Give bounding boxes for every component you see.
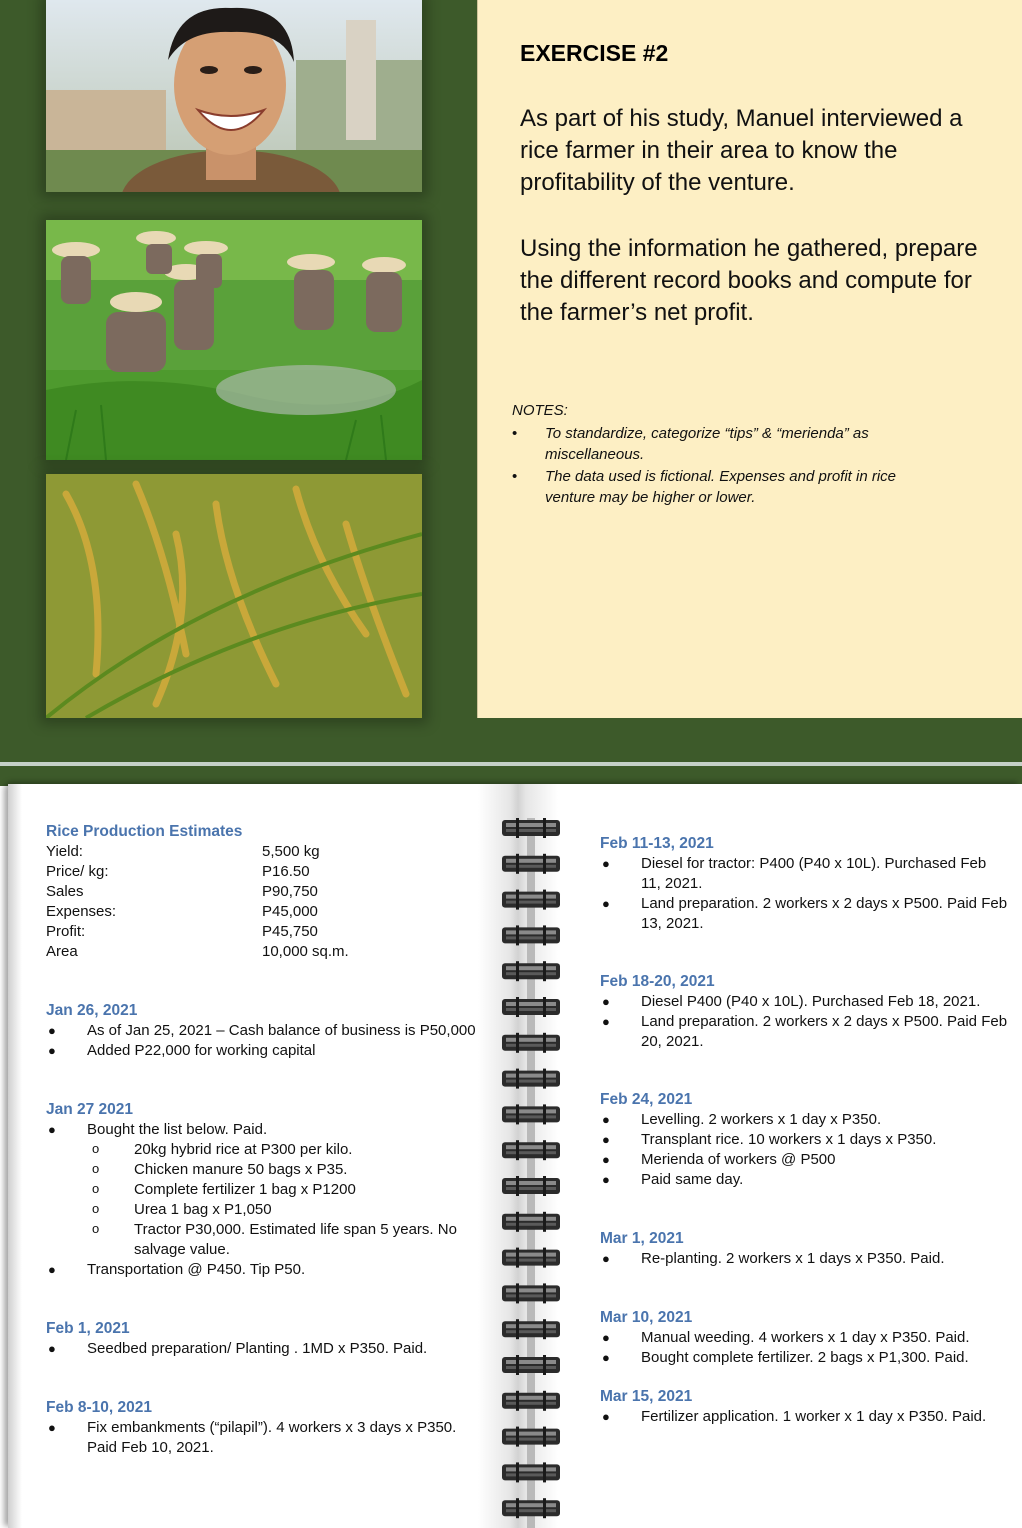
- list-item: ● Transportation @ P450. Tip P50.: [48, 1261, 306, 1278]
- bullet-icon: ●: [48, 1043, 56, 1058]
- entry-date: Jan 27 2021: [46, 1101, 134, 1118]
- bullet-icon: •: [512, 425, 518, 442]
- entry-mar-1: [600, 1229, 1010, 1269]
- list-item: ● As of Jan 25, 2021 – Cash balance of business is P50,000: [48, 1022, 476, 1039]
- notebook-right-column: [600, 834, 1010, 1427]
- list-item: ● Re-planting. 2 workers x 1 days x P350. Paid.: [602, 1250, 945, 1267]
- list-item: ● Levelling. 2 workers x 1 day x P350.: [602, 1111, 882, 1128]
- bullet-icon: ●: [602, 896, 610, 911]
- entry-jan-26: [46, 1001, 476, 1061]
- manuel-portrait-photo: [46, 0, 422, 192]
- list-item: ● Merienda of workers @ P500: [602, 1151, 836, 1168]
- note-item: • The data used is fictional. Expenses and profit in rice venture may be higher or lower.: [512, 468, 897, 506]
- bullet-icon: ●: [48, 1341, 56, 1356]
- list-item: ● Diesel P400 (P40 x 10L). Purchased Feb 18, 2021.: [602, 993, 981, 1010]
- entry-mar-15: [600, 1387, 1010, 1427]
- page-edge-shade: [8, 784, 22, 1528]
- exercise-paragraph-2: Using the information he gathered, prepare the different record books and compute for the farmer’s net profit.: [520, 235, 978, 326]
- exercise-panel: [477, 0, 1022, 718]
- estimate-row: Yield: 5,500 kg: [46, 843, 320, 860]
- entry-date: Feb 1, 2021: [46, 1320, 130, 1337]
- estimate-row: Price/ kg: P16.50: [46, 863, 310, 880]
- circle-bullet-icon: o: [92, 1201, 100, 1216]
- sub-list-item: o Urea 1 bag x P1,050: [92, 1201, 272, 1218]
- list-item: ● Added P22,000 for working capital: [48, 1042, 316, 1059]
- list-item: ● Bought the list below. Paid. o 20kg hybrid rice at P300 per kilo. o Chicken manure 50 bags x P35. o Complete fertilizer 1 bag x P1200 o Urea 1 bag x P1,050 o Tractor P30,000. Estimated life span 5 years. No salvage value.: [46, 1120, 476, 1260]
- spiral-binding-icon: [496, 818, 566, 1528]
- list-item: ● Paid same day.: [602, 1171, 744, 1188]
- estimates-title: Rice Production Estimates: [46, 823, 243, 840]
- list-item: ● Land preparation. 2 workers x 2 days x P500. Paid Feb 20, 2021.: [602, 1013, 1008, 1050]
- bullet-icon: ●: [48, 1262, 56, 1277]
- list-item: ● Fertilizer application. 1 worker x 1 day x P350. Paid.: [602, 1408, 987, 1425]
- bullet-icon: ●: [602, 1330, 610, 1345]
- exercise-title: EXERCISE #2: [520, 40, 669, 66]
- list-item: ● Manual weeding. 4 workers x 1 day x P350. Paid.: [602, 1329, 970, 1346]
- entry-date: Feb 8-10, 2021: [46, 1399, 152, 1416]
- bullet-icon: ●: [48, 1023, 56, 1038]
- entry-date: Mar 15, 2021: [600, 1388, 693, 1405]
- bullet-icon: ●: [602, 994, 610, 1009]
- entry-feb-8-10: [46, 1398, 476, 1458]
- exercise-paragraph-1: As part of his study, Manuel interviewed a rice farmer in their area to know the profitability of the venture.: [520, 105, 963, 196]
- bullet-icon: ●: [602, 1251, 610, 1266]
- note-item: • To standardize, categorize “tips” & “merienda” as miscellaneous.: [512, 425, 869, 463]
- notebook-page: [8, 784, 1022, 1528]
- list-item: ● Transplant rice. 10 workers x 1 days x P350.: [602, 1131, 937, 1148]
- bullet-icon: •: [512, 468, 518, 485]
- list-item: ● Bought complete fertilizer. 2 bags x P1,300. Paid.: [602, 1349, 969, 1366]
- bullet-icon: ●: [602, 1014, 610, 1029]
- entry-feb-18-20: [600, 972, 1010, 1052]
- bullet-icon: ●: [602, 856, 610, 871]
- bullet-icon: ●: [48, 1122, 56, 1137]
- entry-date: Feb 18-20, 2021: [600, 973, 715, 990]
- bullet-icon: ●: [602, 1132, 610, 1147]
- entry-jan-27: [46, 1100, 476, 1280]
- circle-bullet-icon: o: [92, 1181, 100, 1196]
- bullet-icon: ●: [48, 1420, 56, 1435]
- estimate-row: Expenses: P45,000: [46, 903, 318, 920]
- circle-bullet-icon: o: [92, 1161, 100, 1176]
- circle-bullet-icon: o: [92, 1221, 100, 1236]
- rice-grain-photo: [46, 474, 422, 718]
- list-item: ● Diesel for tractor: P400 (P40 x 10L). Purchased Feb 11, 2021.: [602, 855, 987, 892]
- entry-date: Feb 11-13, 2021: [600, 835, 714, 852]
- sub-list-item: o Complete fertilizer 1 bag x P1200: [92, 1181, 356, 1198]
- list-item: ● Land preparation. 2 workers x 2 days x P500. Paid Feb 13, 2021.: [602, 895, 1008, 932]
- bullet-icon: ●: [602, 1350, 610, 1365]
- entry-date: Jan 26, 2021: [46, 1002, 138, 1019]
- estimate-row: Sales P90,750: [46, 883, 318, 900]
- rice-planters-photo: [46, 220, 422, 460]
- list-item: ● Fix embankments (“pilapil”). 4 workers x 3 days x P350. Paid Feb 10, 2021.: [48, 1419, 457, 1456]
- estimate-row: Area 10,000 sq.m.: [46, 943, 349, 960]
- entry-date: Mar 1, 2021: [600, 1230, 684, 1247]
- entry-feb-1: [46, 1319, 476, 1359]
- estimates-table: [46, 842, 476, 962]
- entry-feb-24: [600, 1090, 1010, 1190]
- estimate-row: Profit: P45,750: [46, 923, 318, 940]
- entry-date: Feb 24, 2021: [600, 1091, 693, 1108]
- circle-bullet-icon: o: [92, 1141, 100, 1156]
- entry-mar-10: [600, 1308, 1010, 1368]
- notebook-left-column: [46, 822, 476, 1458]
- sub-list-item: o 20kg hybrid rice at P300 per kilo.: [92, 1141, 353, 1158]
- exercise-slide: [0, 0, 1022, 762]
- bullet-icon: ●: [602, 1152, 610, 1167]
- sub-list-item: o Tractor P30,000. Estimated life span 5 years. No salvage value.: [92, 1221, 457, 1258]
- bullet-icon: ●: [602, 1172, 610, 1187]
- list-item: ● Seedbed preparation/ Planting . 1MD x P350. Paid.: [48, 1340, 428, 1357]
- bullet-icon: ●: [602, 1409, 610, 1424]
- sub-list-item: o Chicken manure 50 bags x P35.: [92, 1161, 348, 1178]
- green-band: [0, 766, 1022, 786]
- bullet-icon: ●: [602, 1112, 610, 1127]
- notes-list: [512, 423, 942, 509]
- entry-feb-11-13: [600, 834, 1010, 934]
- notes-title: NOTES:: [512, 402, 568, 419]
- entry-date: Mar 10, 2021: [600, 1309, 693, 1326]
